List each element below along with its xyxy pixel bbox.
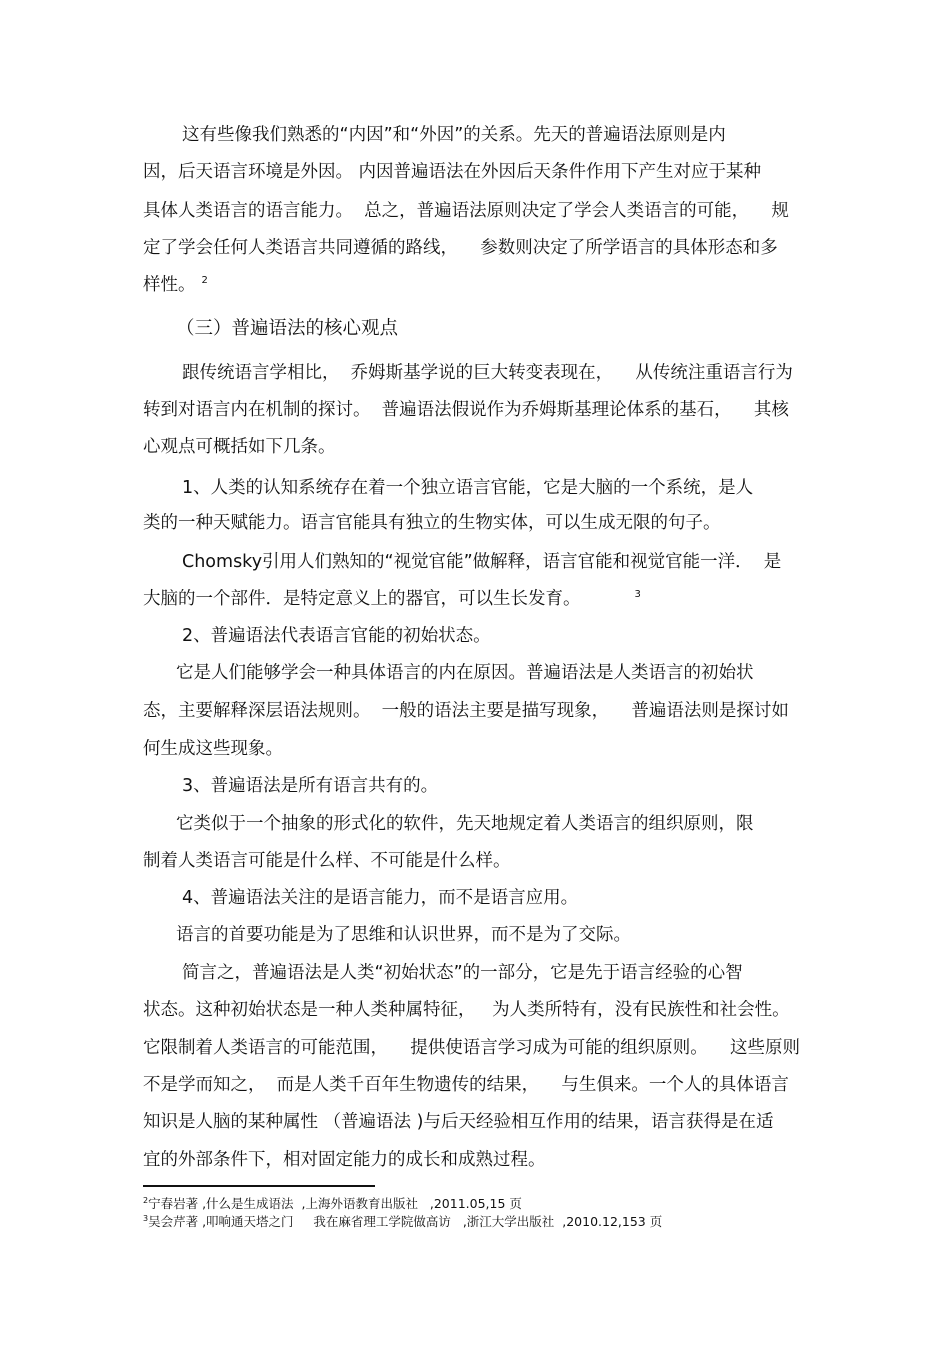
body-text-line — [182, 362, 793, 384]
body-text-line — [182, 551, 781, 573]
body-text-line — [143, 436, 336, 458]
footnote-reference[interactable]: 2 — [201, 275, 208, 286]
footnote-reference[interactable]: 3 — [634, 589, 641, 600]
body-text-line — [143, 738, 283, 760]
body-text-line — [143, 200, 789, 222]
body-text-line — [143, 588, 641, 610]
line-text: 态，主要解释深层语法规则。 一般的语法主要是描写现象， 普遍语法则是探讨如 — [143, 701, 789, 721]
line-text: 样性。 — [143, 275, 196, 295]
body-text-line — [182, 477, 753, 499]
body-text-line — [143, 1149, 546, 1171]
line-text: 大脑的一个部件．是特定意义上的器官，可以生长发育。 — [143, 589, 581, 609]
body-text-line — [143, 1037, 800, 1059]
line-text: 知识是人脑的某种属性 （普遍语法 )与后天经验相互作用的结果，语言获得是在适 — [143, 1112, 774, 1132]
line-text: 转到对语言内在机制的探讨。 普遍语法假说作为乔姆斯基理论体系的基石， 其核 — [143, 400, 789, 420]
footnote-mark: 3 — [143, 1214, 149, 1223]
line-text: 语言的首要功能是为了思维和认识世界，而不是为了交际。 — [176, 925, 631, 945]
footnote — [143, 1214, 662, 1230]
line-text: 心观点可概括如下几条。 — [143, 437, 336, 457]
line-text: （三）普遍语法的核心观点 — [176, 318, 399, 339]
line-text: 3、普遍语法是所有语言共有的。 — [182, 776, 439, 796]
line-text: 制着人类语言可能是什么样、不可能是什么样。 — [143, 851, 511, 871]
body-text-line — [143, 399, 789, 421]
line-text: 它类似于一个抽象的形式化的软件，先天地规定着人类语言的组织原则，限 — [176, 814, 754, 834]
body-text-line — [143, 274, 208, 296]
body-text-line — [143, 999, 790, 1021]
line-text: 何生成这些现象。 — [143, 739, 283, 759]
body-text-line — [143, 700, 789, 722]
body-text-line — [143, 1111, 773, 1133]
line-text: 状态。这种初始状态是一种人类种属特征， 为人类所特有，没有民族性和社会性。 — [143, 1000, 790, 1020]
line-text: Chomsky引用人们熟知的“视觉官能”做解释，语言官能和视觉官能一洋． 是 — [182, 552, 782, 572]
line-text: 这有些像我们熟悉的“内因”和“外因”的关系。先天的普遍语法原则是内 — [182, 125, 726, 145]
footnote — [143, 1196, 522, 1212]
body-text-line — [182, 775, 438, 797]
body-text-line — [182, 962, 743, 984]
line-text: 类的一种天赋能力。语言官能具有独立的生物实体，可以生成无限的句子。 — [143, 513, 721, 533]
body-text-line — [182, 625, 491, 647]
line-text: 因，后天语言环境是外因。 内因普遍语法在外因后天条件作用下产生对应于某种 — [143, 162, 762, 182]
body-text-line — [143, 1074, 789, 1096]
body-text-line — [143, 161, 761, 183]
body-text-line — [143, 512, 721, 534]
footnote-mark: 2 — [143, 1196, 149, 1205]
line-text: 具体人类语言的语言能力。 总之，普遍语法原则决定了学会人类语言的可能， 规 — [143, 201, 789, 221]
footnote-text: 吴会芹著 ,叩响通天塔之门 我在麻省理工学院做高访 ,浙江大学出版社 ,2010.12,153 页 — [148, 1214, 663, 1229]
line-text: 简言之，普遍语法是人类“初始状态”的一部分，它是先于语言经验的心智 — [182, 963, 743, 983]
line-text: 1、人类的认知系统存在着一个独立语言官能，它是大脑的一个系统，是人 — [182, 478, 754, 498]
line-text: 宜的外部条件下，相对固定能力的成长和成熟过程。 — [143, 1150, 546, 1170]
line-text: 它限制着人类语言的可能范围， 提供使语言学习成为可能的组织原则。 这些原则 — [143, 1038, 800, 1058]
line-text: 2、普遍语法代表语言官能的初始状态。 — [182, 626, 491, 646]
body-text-line — [176, 924, 631, 946]
body-text-line — [143, 850, 511, 872]
line-text: 跟传统语言学相比， 乔姆斯基学说的巨大转变表现在， 从传统注重语言行为 — [182, 363, 793, 383]
line-text: 4、普遍语法关注的是语言能力，而不是语言应用。 — [182, 888, 579, 908]
body-text-line — [182, 124, 726, 146]
line-text: 不是学而知之， 而是人类千百年生物遗传的结果， 与生俱来。一个人的具体语言 — [143, 1075, 789, 1095]
footnote-text: 宁春岩著 ,什么是生成语法 ,上海外语教育出版社 ,2011.05,15 页 — [148, 1196, 522, 1211]
body-text-line — [182, 887, 578, 909]
body-text-line — [176, 662, 754, 684]
body-text-line — [143, 237, 778, 259]
section-heading — [176, 318, 398, 340]
line-text: 它是人们能够学会一种具体语言的内在原因。普遍语法是人类语言的初始状 — [176, 663, 754, 683]
body-text-line — [176, 813, 754, 835]
line-text: 定了学会任何人类语言共同遵循的路线， 参数则决定了所学语言的具体形态和多 — [143, 238, 778, 258]
footnote-separator — [143, 1185, 375, 1187]
